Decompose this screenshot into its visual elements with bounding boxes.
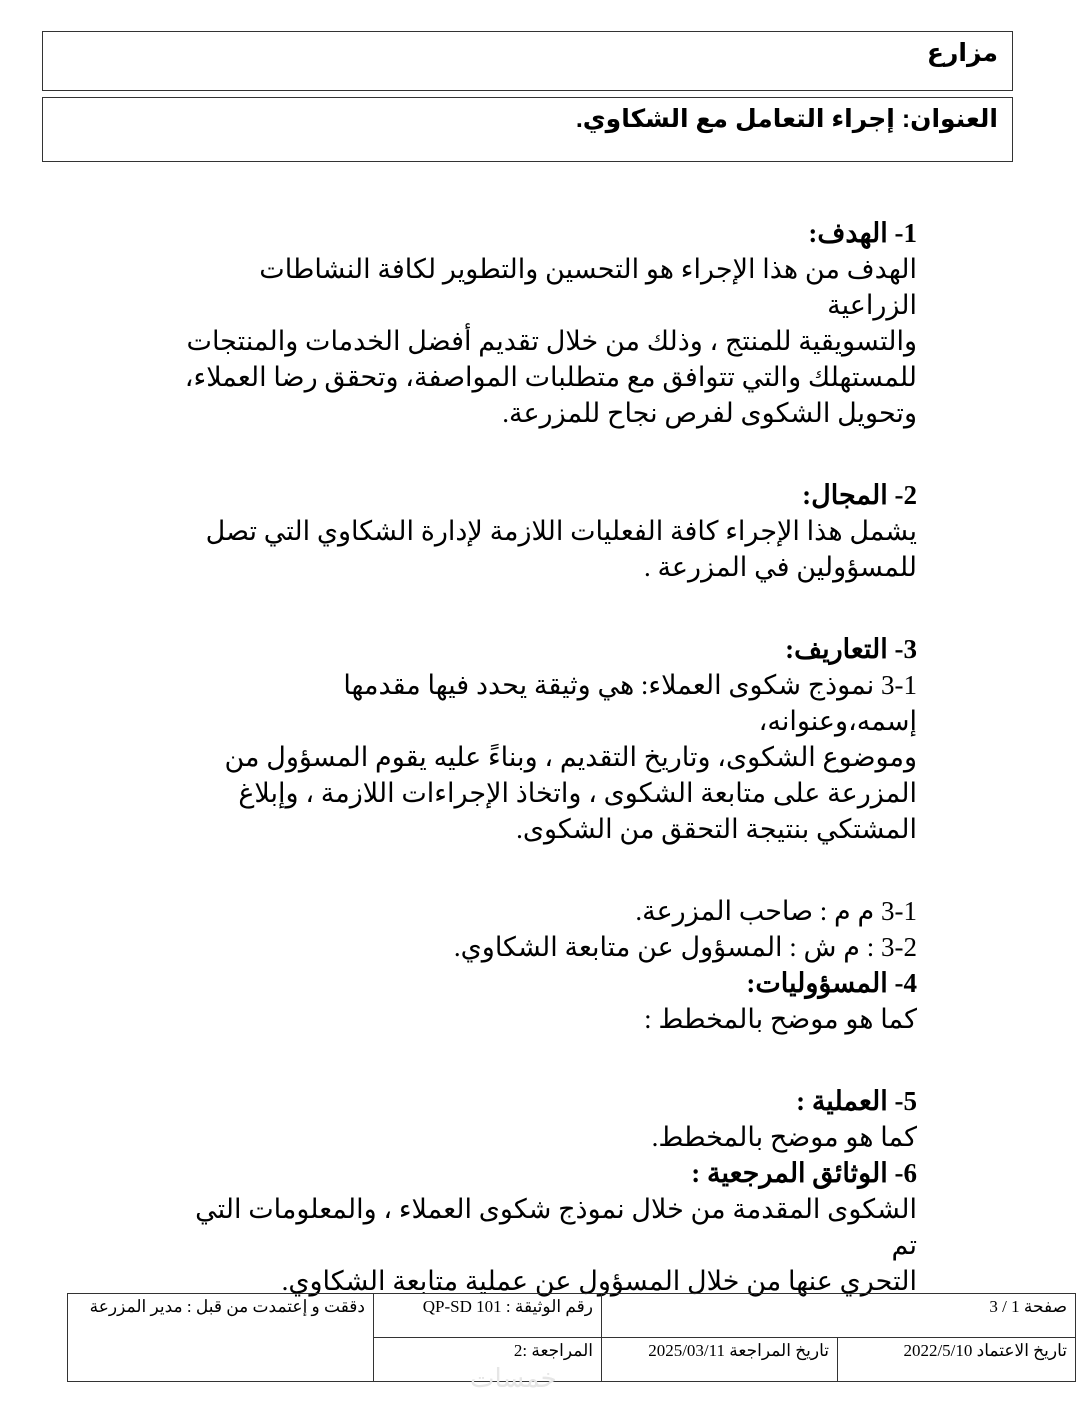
paragraph-line: وتحويل الشكوى لفرص نجاح للمزرعة. [502,398,917,428]
organization-box [42,31,1013,91]
paragraph-line: للمسؤولين في المزرعة . [643,552,917,582]
section-heading: 2- المجال: [802,480,917,510]
review-date: تاريخ المراجعة 2025/03/11 [602,1338,838,1382]
title-box [42,97,1013,162]
paragraph-line: 3-1 نموذج شكوى العملاء: هي وثيقة يحدد فيها مقدمها إسمه،وعنوانه، [343,670,917,736]
paragraph-line: يشمل هذا الإجراء كافة الفعليات اللازمة لإدارة الشكاوي التي تصل [205,516,917,546]
page-number: صفحة 1 / 3 [602,1294,1076,1338]
section-goal [180,215,917,431]
section-heading: 6- الوثائق المرجعية : [691,1158,917,1188]
section-heading: 3- التعاريف: [785,634,917,664]
section-definitions [180,631,917,965]
paragraph-line: الهدف من هذا الإجراء هو التحسين والتطوير لكافة النشاطات الزراعية [259,254,917,320]
section-process [180,1083,917,1155]
definition-item: 3-1 م م : صاحب المزرعة. [635,896,917,926]
section-heading: 1- الهدف: [808,218,917,248]
paragraph-line: المشتكي بنتيجة التحقق من الشكوى. [516,814,917,844]
approved-by: دققت و إعتمدت من قبل : مدير المزرعة [68,1294,374,1382]
section-responsibilities [180,965,917,1037]
section-heading: 4- المسؤوليات: [746,968,917,998]
watermark-text: خمسات [470,1364,557,1394]
organization-name: مزارع [926,39,998,67]
definition-item: 3-2 : م ش : المسؤول عن متابعة الشكاوي. [453,932,917,962]
section-references [180,1155,917,1299]
paragraph-line: كما هو موضح بالمخطط : [644,1004,917,1034]
document-footer [67,1293,1076,1382]
section-heading: 5- العملية : [796,1086,917,1116]
document-number: رقم الوثيقة : QP-SD 101 [374,1294,602,1338]
document-body [180,215,917,1299]
paragraph-line: التحري عنها من خلال المسؤول عن عملية متابعة الشكاوي. [281,1266,917,1296]
approval-date: تاريخ الاعتماد 2022/5/10 [838,1338,1076,1382]
paragraph-line: الشكوى المقدمة من خلال نموذج شكوى العملاء ، والمعلومات التي تم [195,1194,917,1260]
paragraph-line: للمستهلك والتي تتوافق مع متطلبات المواصفة، وتحقق رضا العملاء، [184,362,917,392]
paragraph-line: كما هو موضح بالمخطط. [651,1122,917,1152]
paragraph-line: المزرعة على متابعة الشكوى ، واتخاذ الإجراءات اللازمة ، وإبلاغ [238,778,917,808]
paragraph-line: وموضوع الشكوى، وتاريخ التقديم ، وبناءً عليه يقوم المسؤول من [224,742,917,772]
revision-number: المراجعة :2 [374,1338,602,1382]
section-scope [180,477,917,585]
paragraph-line: والتسويقية للمنتج ، وذلك من خلال تقديم أفضل الخدمات والمنتجات [186,326,917,356]
document-title: العنوان: إجراء التعامل مع الشكاوي. [575,105,998,133]
